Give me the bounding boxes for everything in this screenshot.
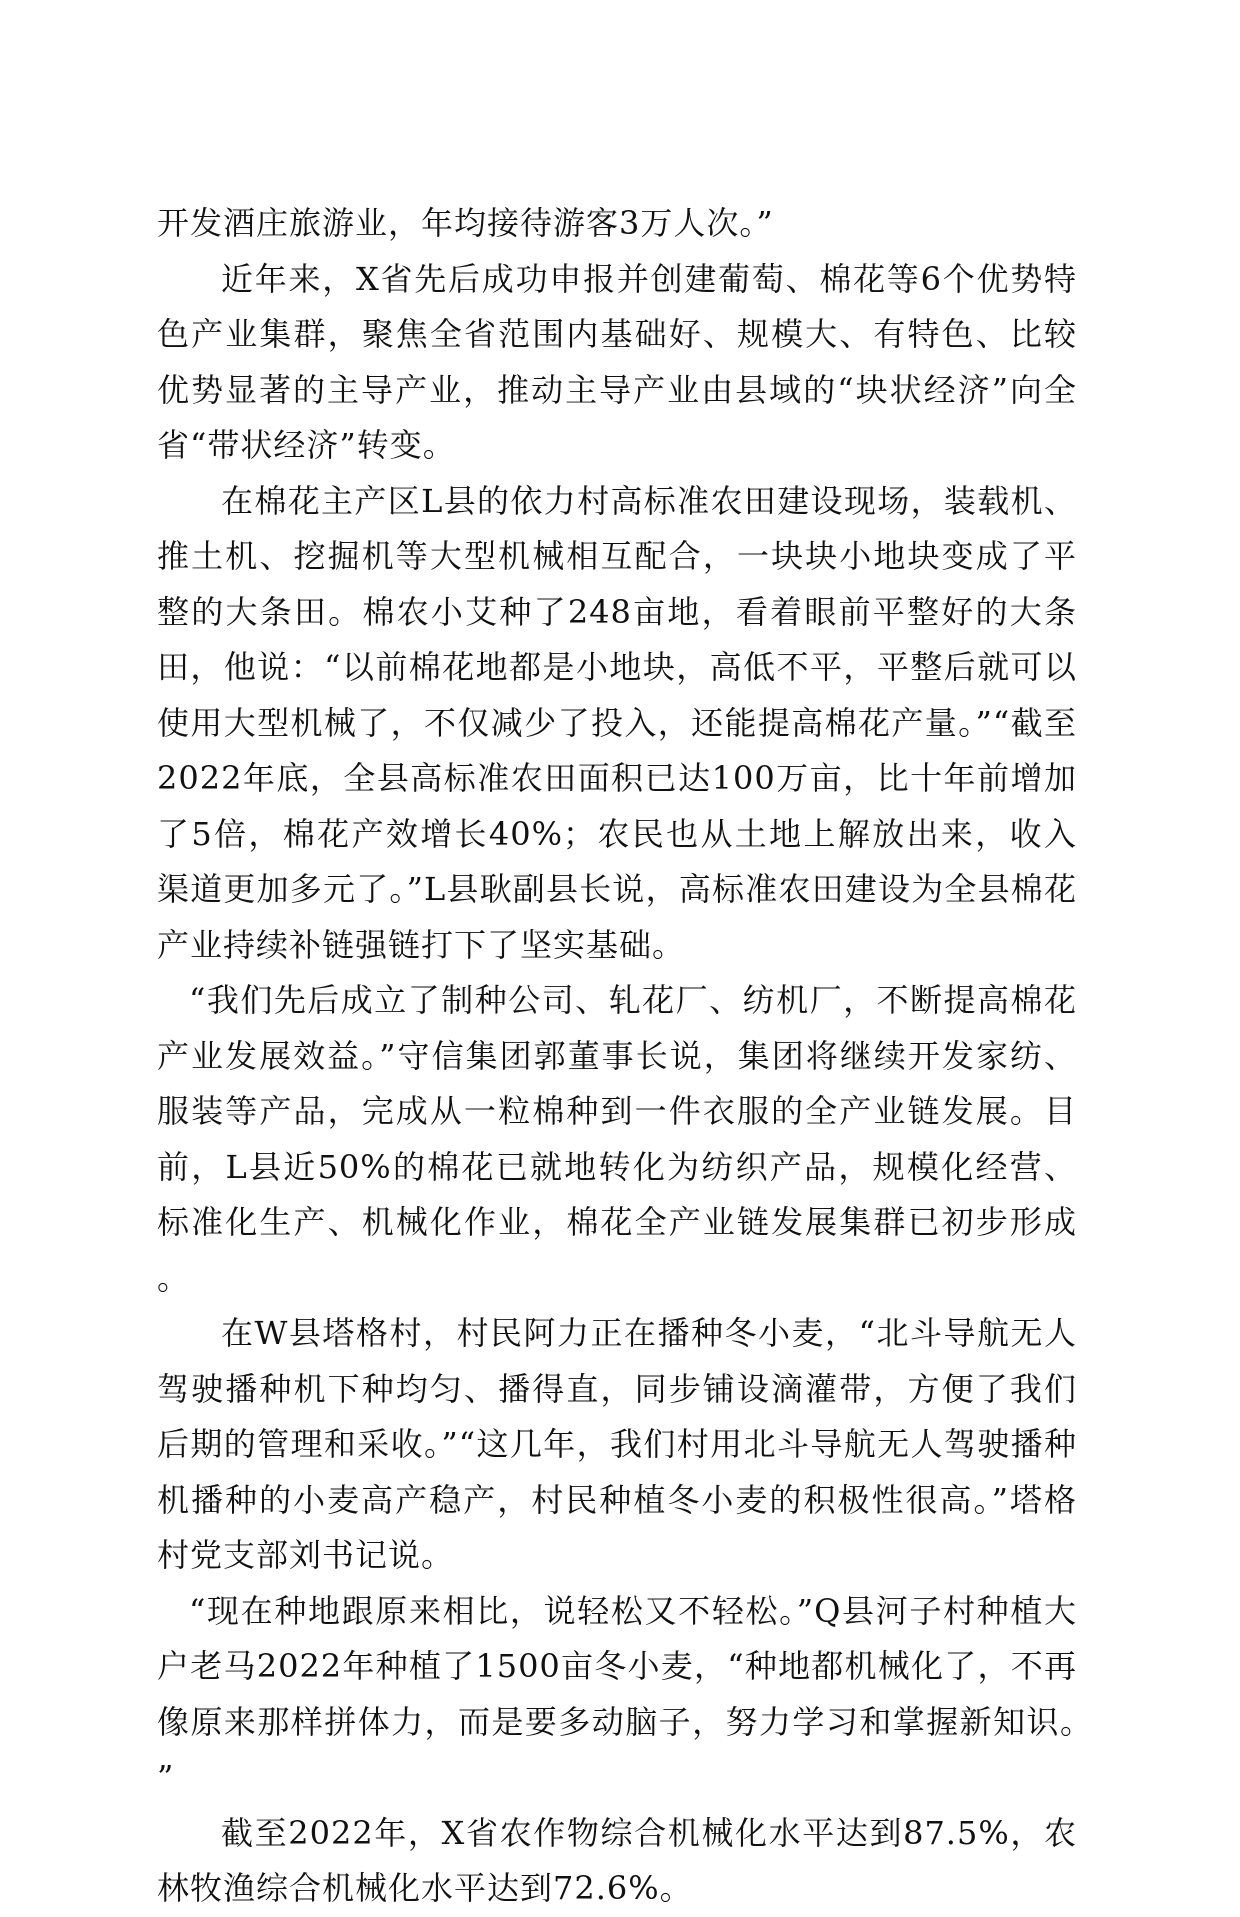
- paragraph-1: 开发酒庄旅游业，年均接待游客3万人次。”: [157, 204, 774, 242]
- paragraph-4: “我们先后成立了制种公司、轧花厂、纺机厂，不断提高棉花产业发展效益。”守信集团郭董事长说，集团将继续开发家纺、服装等产品，完成从一粒棉种到一件衣服的全产业链发展。目前，L县近50%的棉花已就地转化为纺织产品，规模化经营、标准化生产、机械化作业，棉花全产业链发展集群已初步形成。: [157, 981, 1077, 1297]
- paragraph-7: 截至2022年，X省农作物综合机械化水平达到87.5%，农林牧渔综合机械化水平达到72.6%。: [157, 1813, 1077, 1907]
- article-body: [157, 196, 1077, 1917]
- paragraph-5: 在W县塔格村，村民阿力正在播种冬小麦，“北斗导航无人驾驶播种机下种均匀、播得直，同步铺设滴灌带，方便了我们后期的管理和采收。”“这几年，我们村用北斗导航无人驾驶播种机播种的小麦高产稳产，村民种植冬小麦的积极性很高。”塔格村党支部刘书记说。: [157, 1314, 1077, 1574]
- paragraph-6: “现在种地跟原来相比，说轻松又不轻松。”Q县河子村种植大户老马2022年种植了1500亩冬小麦，“种地都机械化了，不再像原来那样拼体力，而是要多动脑子，努力学习和掌握新知识。”: [157, 1591, 1077, 1796]
- paragraph-2: 近年来，X省先后成功申报并创建葡萄、棉花等6个优势特色产业集群，聚焦全省范围内基础好、规模大、有特色、比较优势显著的主导产业，推动主导产业由县域的“块状经济”向全省“带状经济”转变。: [157, 259, 1077, 464]
- paragraph-3: 在棉花主产区L县的依力村高标准农田建设现场，装载机、推土机、挖掘机等大型机械相互配合，一块块小地块变成了平整的大条田。棉农小艾种了248亩地，看着眼前平整好的大条田，他说：“以前棉花地都是小地块，高低不平，平整后就可以使用大型机械了，不仅减少了投入，还能提高棉花产量。”“截至2022年底，全县高标准农田面积已达100万亩，比十年前增加了5倍，棉花产效增长40%；农民也从土地上解放出来，收入渠道更加多元了。”L县耿副县长说，高标准农田建设为全县棉花产业持续补链强链打下了坚实基础。: [157, 481, 1077, 964]
